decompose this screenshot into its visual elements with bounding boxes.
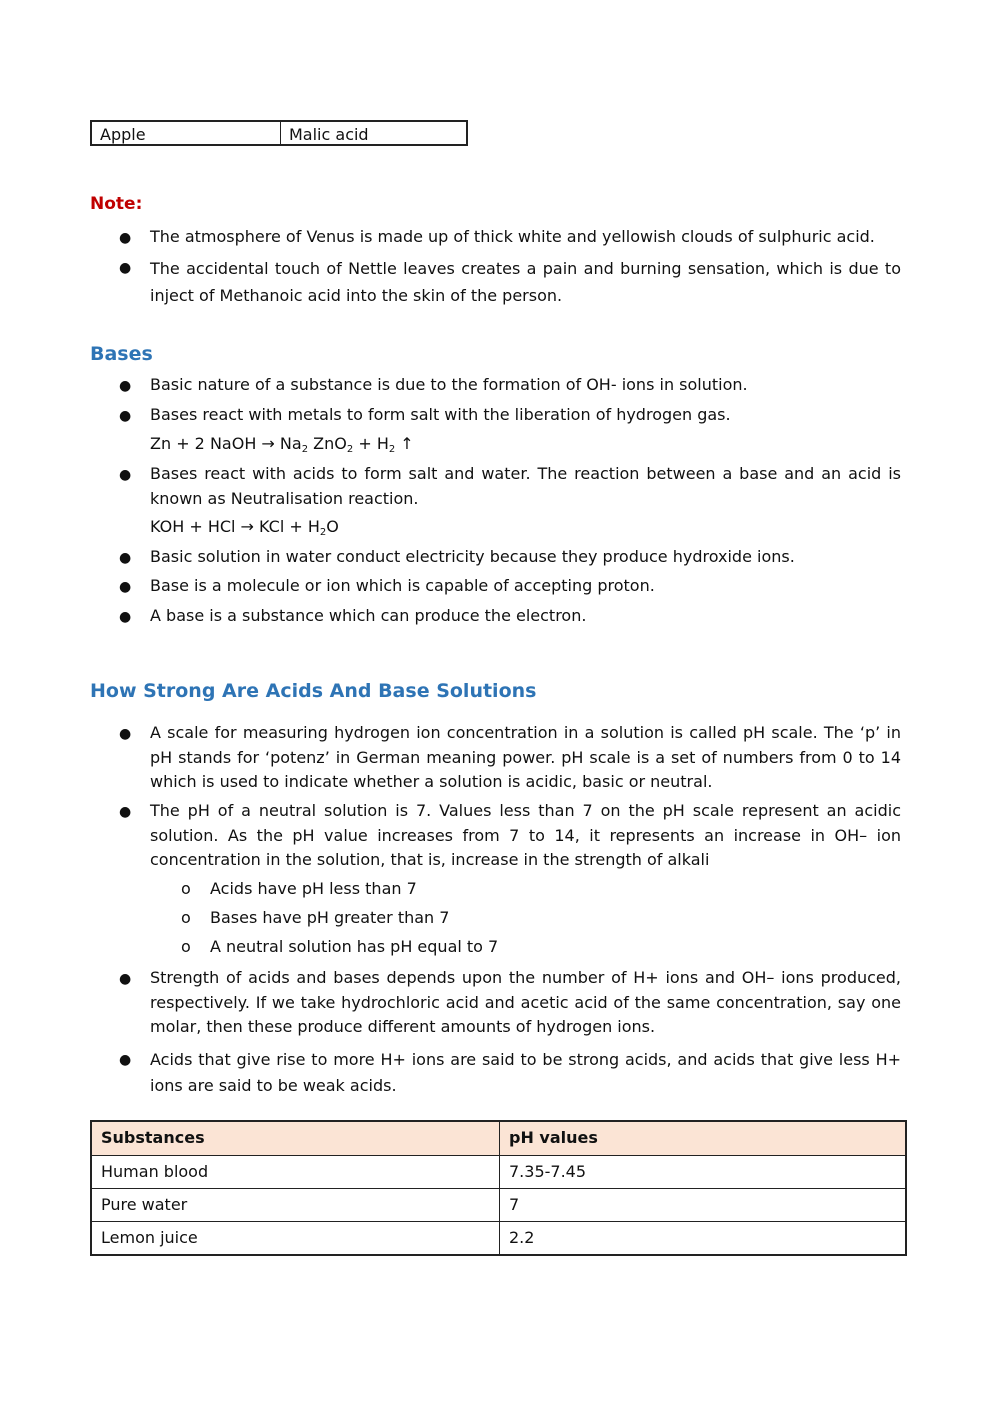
- bullet-icon: ●: [119, 550, 132, 566]
- ph-cell: 2.2: [509, 1228, 535, 1247]
- bullet-icon: ●: [119, 408, 132, 424]
- fruit-cell: Apple: [92, 122, 281, 144]
- strength-item: Strength of acids and bases depends upon the number of H+ ions and OH– ions produced, respectively. If we take hydrochloric acid and acetic acid of the same concentration, say one molar, then these produce different amounts of hydrogen ions.: [150, 968, 901, 1036]
- bullet-icon: ●: [119, 726, 132, 742]
- bullet-icon: ●: [119, 1052, 132, 1068]
- bases-item: Bases react with acids to form salt and water. The reaction between a base and an acid is known as Neutralisation reaction.: [150, 464, 901, 508]
- table-row: [92, 1155, 905, 1188]
- table-header-row: [92, 1122, 905, 1155]
- substance-cell: Lemon juice: [92, 1222, 500, 1254]
- fruit-acid-table-row: [90, 120, 468, 146]
- sub-item: Acids have pH less than 7: [210, 879, 417, 898]
- ph-values-table: [90, 1120, 907, 1256]
- bullet-icon: ●: [119, 609, 132, 625]
- bases-item: Basic nature of a substance is due to the formation of OH- ions in solution.: [150, 375, 748, 394]
- bullet-icon: ●: [119, 260, 132, 276]
- table-row: [92, 1188, 905, 1221]
- bullet-icon: ●: [119, 579, 132, 595]
- note-heading: Note:: [90, 194, 143, 214]
- sub-bullet-icon: o: [181, 937, 191, 956]
- bullet-icon: ●: [119, 467, 132, 483]
- note-item: The accidental touch of Nettle leaves creates a pain and burning sensation, which is due to inject of Methanoic acid into the skin of the person.: [150, 259, 901, 305]
- ph-cell: 7: [509, 1195, 520, 1214]
- sub-item: A neutral solution has pH equal to 7: [210, 937, 499, 956]
- bases-heading: Bases: [90, 343, 153, 365]
- strength-item: Acids that give rise to more H+ ions are said to be strong acids, and acids that give less H+ ions are said to be weak acids.: [150, 1050, 901, 1095]
- acid-cell: Malic acid: [289, 125, 369, 144]
- strength-heading: How Strong Are Acids And Base Solutions: [90, 680, 537, 702]
- table-row: [92, 1221, 905, 1254]
- header-substances: Substances: [92, 1122, 500, 1155]
- sub-bullet-icon: o: [181, 908, 191, 927]
- sub-item: Bases have pH greater than 7: [210, 908, 450, 927]
- strength-item: The pH of a neutral solution is 7. Values less than 7 on the pH scale represent an acidic solution. As the pH value increases from 7 to 14, it represents an increase in OH– ion concentration in the solution, that is, increase in the strength of alkali: [150, 801, 901, 869]
- bullet-icon: ●: [119, 971, 132, 987]
- bullet-icon: ●: [119, 804, 132, 820]
- ph-cell: 7.35-7.45: [509, 1162, 587, 1181]
- bullet-icon: ●: [119, 230, 132, 246]
- header-ph-values: pH values: [509, 1128, 598, 1147]
- equation-zinc-naoh: Zn + 2 NaOH → $Na_2$ $ZnO_2 + H_2$ ↑: [150, 434, 414, 455]
- bases-item: Bases react with metals to form salt with the liberation of hydrogen gas.: [150, 405, 731, 424]
- bases-item: Base is a molecule or ion which is capable of accepting proton.: [150, 576, 655, 595]
- bullet-icon: ●: [119, 378, 132, 394]
- substance-cell: Pure water: [92, 1189, 500, 1221]
- note-item: The atmosphere of Venus is made up of thick white and yellowish clouds of sulphuric acid.: [150, 227, 875, 246]
- strength-item: A scale for measuring hydrogen ion concentration in a solution is called pH scale. The ‘p’ in pH stands for ‘potenz’ in German meaning power. pH scale is a set of numbers from 0 to 14 which is used to indicate whether a solution is acidic, basic or neutral.: [150, 723, 901, 791]
- bases-item: A base is a substance which can produce the electron.: [150, 606, 587, 625]
- substance-cell: Human blood: [92, 1156, 500, 1188]
- equation-koh-hcl: KOH + HCl → KCl + $H_2O$: [150, 517, 339, 538]
- sub-bullet-icon: o: [181, 879, 191, 898]
- bases-item: Basic solution in water conduct electricity because they produce hydroxide ions.: [150, 547, 795, 566]
